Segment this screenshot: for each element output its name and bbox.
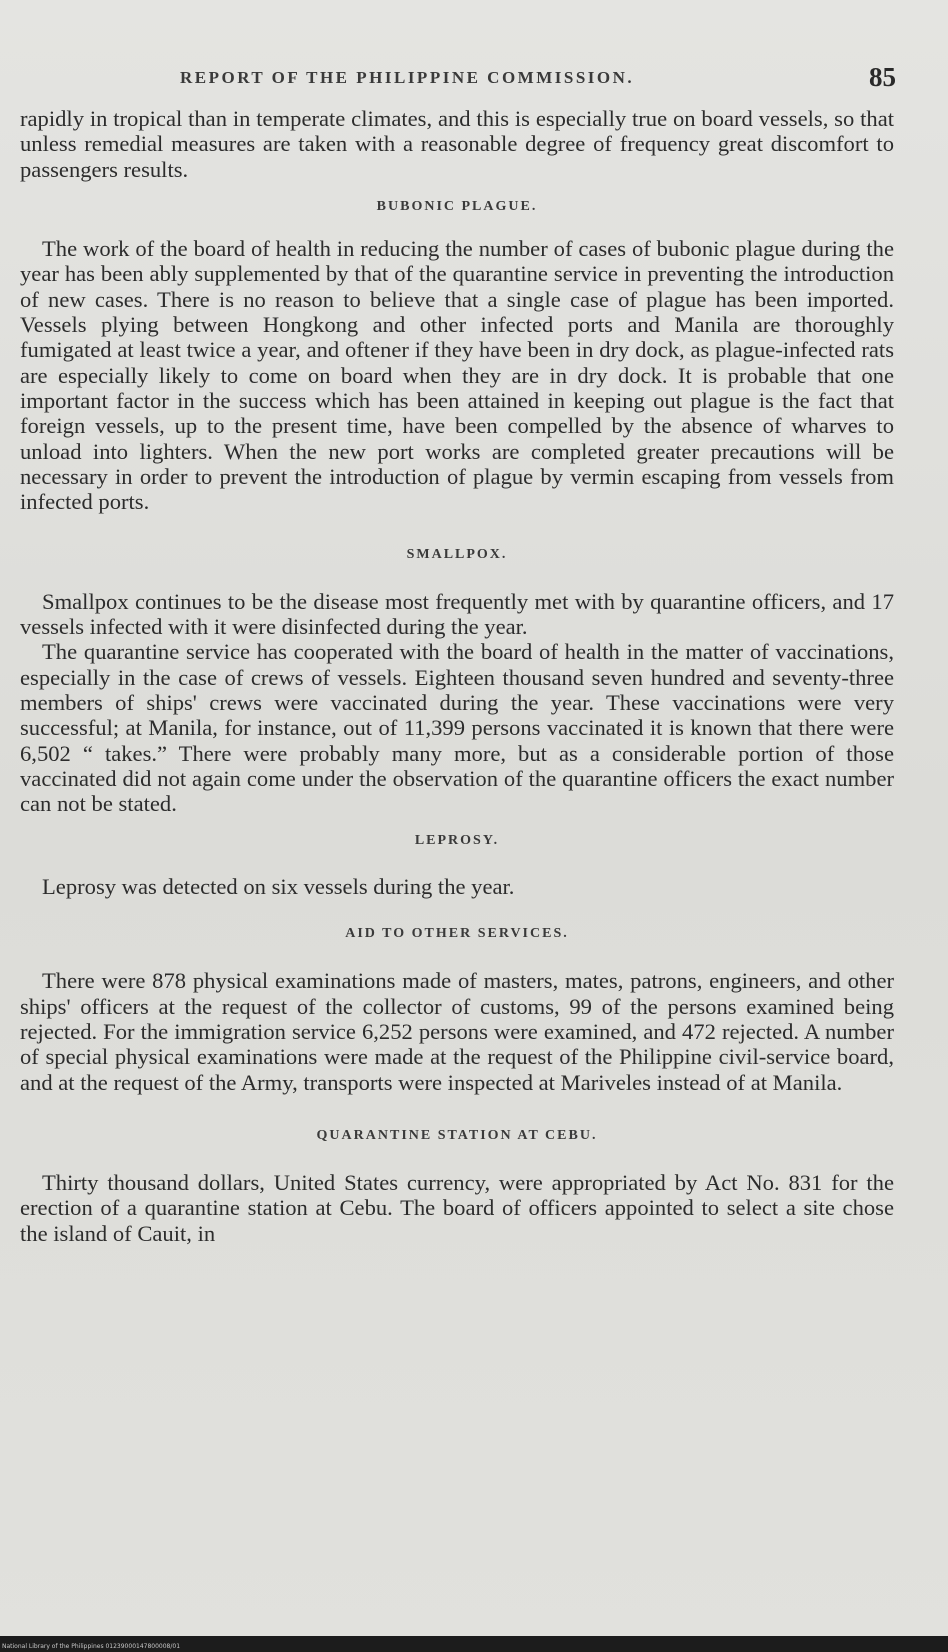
page-number: 85 [869,62,896,92]
body-text [20,106,894,1246]
smallpox-paragraph-1: Smallpox continues to be the disease most frequently met with by quarantine officers, and 17 vessels infected with it were disinfected during the year. [20,588,894,640]
smallpox-paragraph-2: The quarantine service has cooperated with the board of health in the matter of vaccinations, especially in the case of crews of vessels. Eighteen thousand seven hundred and seventy-three members of ships' crews were vaccinated during the year. These vaccinations were very successful; at Manila, for instance, out of 11,399 persons vaccinated it is known that there were 6,502 “ takes.” There were probably many more, but as a considerable portion of those vaccinated did not again come under the observation of the quarantine officers the exact number can not be stated. [20,639,894,817]
intro-paragraph: rapidly in tropical than in temperate climates, and this is especially true on board vessels, so that unless remedial measures are taken with a reasonable degree of frequency great discomfort to passengers results. [20,106,894,182]
running-head: REPORT OF THE PHILIPPINE COMMISSION. [180,68,635,87]
page-header [0,60,948,100]
heading-bubonic-plague: BUBONIC PLAGUE. [376,198,538,214]
heading-aid-to-other-services: AID TO OTHER SERVICES. [345,926,569,942]
aid-paragraph: There were 878 physical examinations made of masters, mates, patrons, engineers, and other ships' officers at the request of the collector of customs, 99 of the persons examined being rejected. For the immigration service 6,252 persons were examined, and 472 rejected. A number of special physical examinations were made at the request of the Philippine civil-service board, and at the request of the Army, transports were inspected at Mariveles instead of at Manila. [20,968,894,1095]
cebu-paragraph: Thirty thousand dollars, United States currency, were appropriated by Act No. 831 for the erection of a quarantine station at Cebu. The board of officers appointed to select a site chose the island of Cauit, in [20,1170,894,1246]
leprosy-paragraph: Leprosy was detected on six vessels during the year. [42,873,515,899]
scan-footer-note: National Library of the Philippines 01239000147800008/01 [2,1643,181,1650]
heading-quarantine-station-cebu: QUARANTINE STATION AT CEBU. [316,1127,598,1143]
heading-leprosy: LEPROSY. [414,833,500,849]
scan-footer-strip [0,1636,948,1652]
heading-smallpox: SMALLPOX. [406,547,508,563]
plague-paragraph: The work of the board of health in reducing the number of cases of bubonic plague during the year has been ably supplemented by that of the quarantine service in preventing the introduction of new cases. There is no reason to believe that a single case of plague has been imported. Vessels plying between Hongkong and other infected ports and Manila are thoroughly fumigated at least twice a year, and oftener if they have been in dry dock, as plague-infected rats are especially likely to come on board when they are in dry dock. It is probable that one important factor in the success which has been attained in keeping out plague is the fact that foreign vessels, up to the present time, have been compelled by the absence of wharves to unload into lighters. When the new port works are completed greater precautions will be necessary in order to prevent the introduction of plague by vermin escaping from vessels from infected ports. [20,236,894,515]
